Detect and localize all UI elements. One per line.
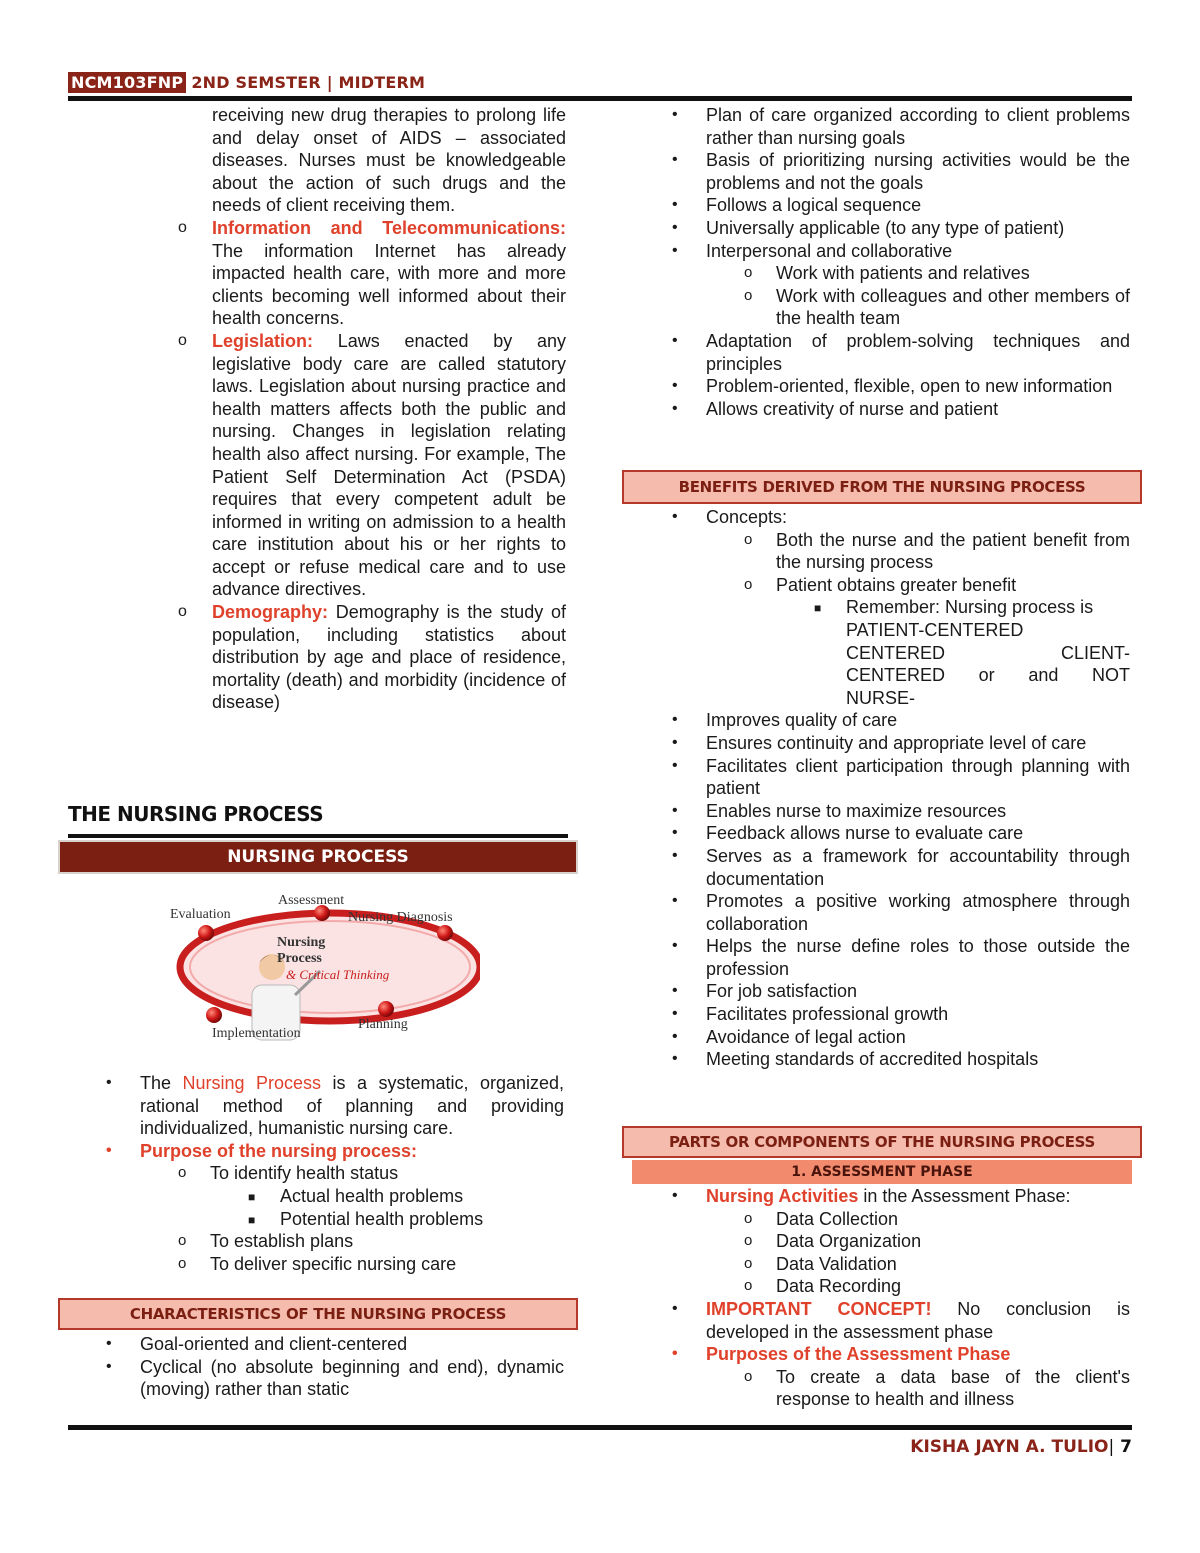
definition-term: Nursing Process — [182, 1073, 322, 1093]
list-item — [634, 1026, 1130, 1049]
concepts-label: Concepts: — [706, 507, 788, 527]
bullet-icon: • — [672, 1027, 678, 1045]
list-item — [68, 1253, 564, 1276]
list-item — [634, 330, 1130, 375]
list-item — [634, 574, 1130, 597]
circle-bullet-icon: o — [178, 603, 187, 621]
circle-bullet-icon: o — [744, 1209, 753, 1227]
footer-separator: | — [1108, 1437, 1115, 1457]
list-item — [68, 1162, 564, 1185]
list-item — [140, 601, 566, 714]
page-footer — [910, 1437, 1132, 1457]
list-item — [634, 529, 1130, 574]
bullet-icon: • — [672, 801, 678, 819]
bullet-icon: • — [672, 241, 678, 259]
list-item — [634, 800, 1130, 823]
benefit-text: Enables nurse to maximize resources — [706, 800, 1007, 821]
remember-word: or — [978, 665, 995, 686]
remember-word: CENTERED — [846, 665, 946, 686]
activities-label: Nursing Activities — [706, 1186, 859, 1206]
characteristic-text: Plan of care organized according to client problems rather than nursing goals — [706, 105, 1130, 148]
circle-bullet-icon: o — [178, 1164, 187, 1182]
purpose-subitem: Actual health problems — [280, 1185, 464, 1206]
list-item — [634, 398, 1130, 421]
purpose-subitem: To create a data base of the client's response to health and illness — [776, 1366, 1130, 1410]
list-item — [634, 217, 1130, 240]
section-title-underline — [68, 834, 568, 838]
benefits-list — [634, 506, 1130, 1071]
term-label: 2ND SEMSTER | MIDTERM — [191, 73, 426, 92]
label-nursing-diagnosis: Nursing Diagnosis — [348, 910, 453, 925]
activity-subitem: Data Recording — [776, 1276, 902, 1297]
list-item — [634, 596, 1130, 709]
circle-bullet-icon: o — [178, 331, 187, 349]
label-center-process: Process — [277, 951, 322, 966]
benefit-text: Meeting standards of accredited hospitals — [706, 1049, 1039, 1070]
circle-bullet-icon: o — [744, 1277, 753, 1295]
list-item — [634, 709, 1130, 732]
characteristic-text: Universally applicable (to any type of patient) — [706, 217, 1065, 238]
list-item — [634, 194, 1130, 217]
important-label: IMPORTANT CONCEPT! — [706, 1298, 932, 1319]
bullet-icon: • — [672, 196, 678, 214]
remember-line: Remember: Nursing process is — [846, 597, 1094, 618]
bullet-icon: • — [672, 151, 678, 169]
list-item — [634, 1343, 1130, 1366]
characteristics-band: CHARACTERISTICS OF THE NURSING PROCESS — [58, 1298, 578, 1330]
list-item — [634, 149, 1130, 194]
benefit-text: Avoidance of legal action — [706, 1026, 906, 1047]
collab-subitem: Work with colleagues and other members of the health team — [776, 285, 1130, 329]
list-item — [634, 1208, 1130, 1231]
benefit-text: Ensures continuity and appropriate level of care — [706, 732, 1087, 753]
author-name: KISHA JAYN A. TULIO — [910, 1437, 1109, 1457]
label-assessment: Assessment — [278, 893, 345, 908]
benefit-text: Facilitates client participation through planning with patient — [706, 755, 1130, 799]
label-critical-thinking: & Critical Thinking — [286, 967, 390, 982]
circle-bullet-icon: o — [744, 1232, 753, 1250]
item-text: Demography is the study of population, including statistics about distribution by age and place of residence, mortality (death) and morbidity (incidence of disease) — [212, 602, 566, 713]
characteristic-text: Basis of prioritizing nursing activities would be the problems and not the goals — [706, 150, 1130, 193]
remember-line: PATIENT-CENTERED — [846, 619, 1024, 640]
list-item — [634, 980, 1130, 1003]
bullet-icon: • — [672, 937, 678, 955]
assessment-phase-band: 1. ASSESSMENT PHASE — [632, 1160, 1132, 1184]
circle-bullet-icon: o — [744, 1254, 753, 1272]
label-planning: Planning — [358, 1017, 408, 1032]
continued-text: receiving new drug therapies to prolong life and delay onset of AIDS – associated diseases. Nurses must be knowledgeable about the action of such drugs and the needs of client receiving them. — [212, 105, 566, 216]
bullet-icon: • — [672, 892, 678, 910]
remember-word: CLIENT- — [1060, 642, 1130, 663]
item-label: Demography: — [212, 602, 329, 623]
list-item — [634, 104, 1130, 149]
footer-divider — [68, 1425, 1132, 1430]
activity-subitem: Data Validation — [776, 1253, 897, 1274]
benefit-text: Feedback allows nurse to evaluate care — [706, 823, 1024, 844]
bullet-icon: • — [672, 982, 678, 1000]
characteristics-list — [68, 1333, 564, 1401]
purpose-title: Purpose of the nursing process: — [140, 1140, 418, 1161]
circle-bullet-icon: o — [178, 218, 187, 236]
concept-subitem: Patient obtains greater benefit — [776, 574, 1017, 595]
item-label: Information and Telecommunications: — [212, 217, 566, 238]
list-item — [140, 330, 566, 601]
remember-line — [846, 664, 1130, 687]
list-item — [634, 1185, 1130, 1208]
page-header — [68, 72, 425, 93]
circle-bullet-icon: o — [178, 1254, 187, 1272]
list-item — [634, 1298, 1130, 1343]
benefit-text: Serves as a framework for accountability through documentation — [706, 845, 1130, 889]
characteristic-text: Interpersonal and collaborative — [706, 240, 953, 261]
characteristic-text: Problem-oriented, flexible, open to new information — [706, 376, 1113, 397]
bullet-icon: • — [672, 399, 678, 417]
list-item — [634, 375, 1130, 398]
bullet-icon: • — [106, 1074, 112, 1091]
list-item — [634, 506, 1130, 529]
bullet-icon: • — [672, 1187, 678, 1204]
cycle-node — [198, 925, 214, 941]
square-bullet-icon: ■ — [248, 1212, 256, 1227]
list-item — [68, 1333, 564, 1356]
bullet-icon: • — [672, 106, 678, 123]
bullet-icon: • — [106, 1335, 112, 1352]
list-item — [634, 732, 1130, 755]
list-item — [634, 1253, 1130, 1276]
purpose-subitem: Potential health problems — [280, 1208, 484, 1229]
label-evaluation: Evaluation — [170, 907, 231, 922]
remember-word: NOT — [1092, 665, 1130, 686]
list-item — [140, 104, 566, 217]
definition-text: is a systematic, organized, rational method of planning and providing individualized, humanistic nursing care. — [140, 1073, 565, 1139]
bullet-icon: • — [672, 1345, 678, 1363]
list-item — [68, 1230, 564, 1253]
bullet-icon: • — [672, 377, 678, 395]
benefit-text: Promotes a positive working atmosphere through collaboration — [706, 891, 1130, 934]
list-item — [68, 1072, 564, 1140]
benefit-text: For job satisfaction — [706, 981, 858, 1002]
bullet-icon: • — [672, 218, 678, 236]
bullet-icon: • — [106, 1141, 112, 1159]
circle-bullet-icon: o — [744, 575, 753, 593]
circle-bullet-icon: o — [744, 1367, 753, 1385]
list-item — [634, 1230, 1130, 1253]
square-bullet-icon: ■ — [814, 601, 822, 616]
bullet-icon: • — [106, 1357, 112, 1375]
bullet-icon: • — [672, 733, 678, 751]
characteristic-text: Goal-oriented and client-centered — [140, 1334, 408, 1354]
activities-text: in the Assessment Phase: — [858, 1186, 1071, 1206]
remember-word: CENTERED — [846, 642, 946, 663]
bullet-icon: • — [672, 331, 678, 349]
remember-word: and — [1028, 665, 1059, 686]
list-item — [634, 822, 1130, 845]
list-item — [634, 240, 1130, 263]
characteristic-text: Adaptation of problem-solving techniques and principles — [706, 330, 1130, 374]
list-item — [68, 1140, 564, 1163]
list-item — [68, 1208, 564, 1231]
characteristic-text: Cyclical (no absolute beginning and end), dynamic (moving) rather than static — [140, 1356, 564, 1400]
circle-bullet-icon: o — [744, 530, 753, 548]
benefits-band: BENEFITS DERIVED FROM THE NURSING PROCESS — [622, 470, 1142, 504]
bullet-icon: • — [672, 824, 678, 842]
item-text: The information Internet has already impacted health care, with more and more clients becoming well informed about their health concerns. — [212, 240, 566, 329]
item-text: Laws enacted by any legislative body care are called statutory laws. Legislation about nursing practice and health matters affects both the public and nursing. Changes in legislation relating health also affect nursing. For example, The Patient Self Determination Act (PSDA) requires that every competent adult be informed in writing on admission to a health care institution about his or her rights to accept or refuse medical care and to use advance directives. — [212, 330, 566, 600]
list-item — [634, 285, 1130, 330]
bullet-icon: • — [672, 1050, 678, 1068]
right-column-top — [634, 104, 1130, 420]
benefit-text: Improves quality of care — [706, 710, 898, 731]
nursing-process-diagram — [160, 885, 480, 1050]
bullet-icon: • — [672, 846, 678, 864]
list-item — [634, 1366, 1130, 1411]
bullet-icon: • — [672, 756, 678, 774]
label-implementation: Implementation — [212, 1026, 301, 1041]
important-text: No conclusion is developed in the assessment phase — [706, 1298, 1130, 1342]
section-title: THE NURSING PROCESS — [68, 802, 324, 826]
circle-bullet-icon: o — [178, 1232, 187, 1250]
concept-subitem: Both the nurse and the patient benefit from the nursing process — [776, 529, 1130, 573]
collab-subitem: Work with patients and relatives — [776, 263, 1030, 284]
cycle-node — [378, 1001, 394, 1017]
purpose-item: To deliver specific nursing care — [210, 1253, 457, 1274]
assessment-list — [634, 1185, 1130, 1411]
parts-band: PARTS OR COMPONENTS OF THE NURSING PROCESS — [622, 1126, 1142, 1158]
header-divider — [68, 96, 1132, 101]
benefit-text: Facilitates professional growth — [706, 1004, 949, 1025]
cycle-node — [206, 1007, 222, 1023]
list-item — [634, 262, 1130, 285]
page-number: 7 — [1120, 1437, 1132, 1457]
list-item — [140, 217, 566, 330]
remember-line — [846, 642, 1130, 665]
benefit-text: Helps the nurse define roles to those outside the profession — [706, 936, 1130, 979]
remember-line: NURSE- — [846, 687, 916, 708]
list-item — [634, 1003, 1130, 1026]
characteristic-text: Allows creativity of nurse and patient — [706, 398, 999, 419]
circle-bullet-icon: o — [744, 264, 753, 282]
bullet-icon: • — [672, 1299, 678, 1317]
cycle-node — [437, 925, 453, 941]
item-label: Legislation: — [212, 330, 314, 351]
bullet-icon: • — [672, 1005, 678, 1023]
label-center-nursing: Nursing — [277, 935, 326, 950]
list-item — [634, 755, 1130, 800]
list-item — [634, 1048, 1130, 1071]
list-item — [634, 890, 1130, 935]
list-item — [634, 935, 1130, 980]
bullet-icon: • — [672, 711, 678, 729]
bullet-icon: • — [672, 508, 678, 525]
left-column-bottom — [68, 1072, 564, 1275]
list-item — [68, 1356, 564, 1401]
circle-bullet-icon: o — [744, 286, 753, 304]
purpose-item: To establish plans — [210, 1231, 354, 1252]
activity-subitem: Data Organization — [776, 1231, 922, 1252]
left-column-top — [140, 104, 566, 714]
list-item — [634, 1275, 1130, 1298]
list-item — [634, 845, 1130, 890]
square-bullet-icon: ■ — [248, 1189, 256, 1204]
nursing-process-band: NURSING PROCESS — [58, 840, 578, 874]
purpose-item: To identify health status — [210, 1163, 399, 1184]
activity-subitem: Data Collection — [776, 1208, 899, 1229]
characteristic-text: Follows a logical sequence — [706, 195, 922, 216]
definition-prefix: The — [140, 1073, 183, 1093]
list-item — [68, 1185, 564, 1208]
purposes-title: Purposes of the Assessment Phase — [706, 1344, 1011, 1365]
course-code: NCM103FNP — [68, 72, 186, 93]
